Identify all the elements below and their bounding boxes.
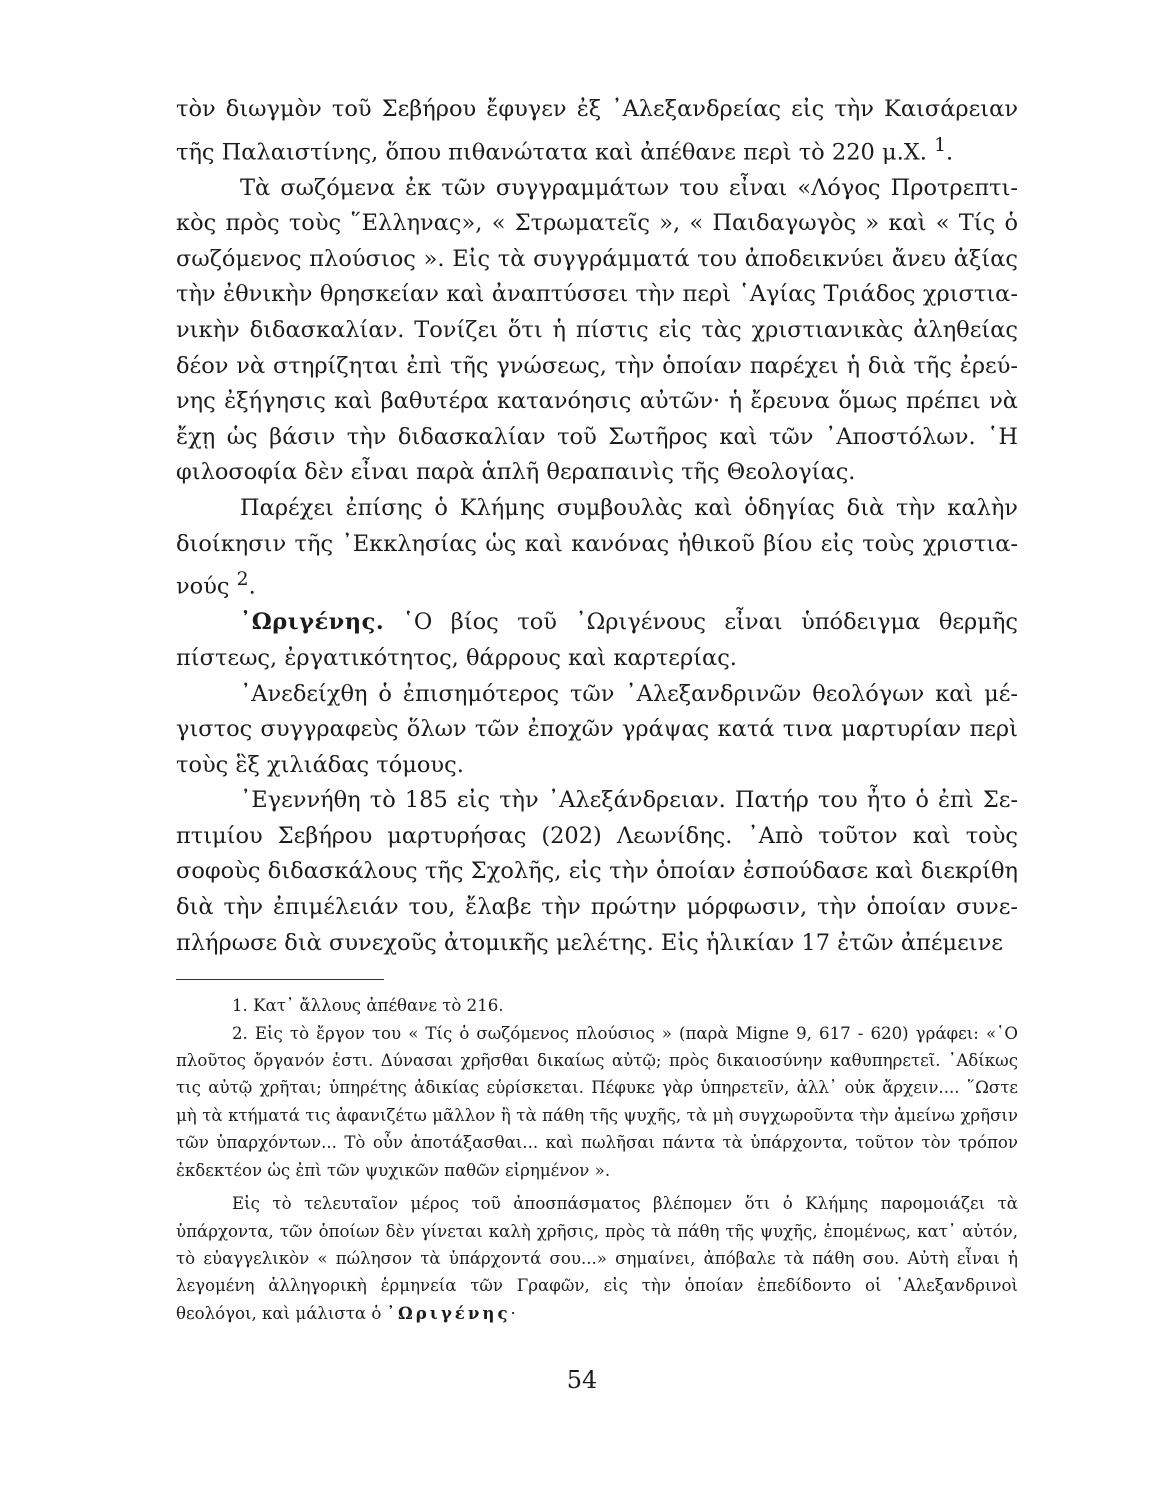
footnotes (176, 992, 1018, 1327)
paragraph-2: Τὰ σωζόμενα ἐκ τῶν συγγραμμάτων του εἶναι «Λόγος Προτρεπτικὸς πρὸς τοὺς ῞Ελληνας», « Στρωματεῖς », « Παιδαγωγὸς » καὶ « Τίς ὁ σωζόμενος πλούσιος ». Εἰς τὰ συγγράμματά του ἀποδεικνύει ἄνευ ἀξίας τὴν ἐθνικὴν θρησκείαν καὶ ἀναπτύσσει τὴν περὶ ῾Αγίας Τριάδος χριστιανικὴν διδασκαλίαν. Τονίζει ὅτι ἡ πίστις εἰς τὰς χριστιανικὰς ἀληθείας δέον νὰ στηρίζηται ἐπὶ τῆς γνώσεως, τὴν ὁποίαν παρέχει ἡ διὰ τῆς ἐρεύνης ἐξήγησις καὶ βαθυτέρα κατανόησις αὐτῶν· ἡ ἔρευνα ὅμως πρέπει νὰ ἔχῃ ὡς βάσιν τὴν διδασκαλίαν τοῦ Σωτῆρος καὶ τῶν ᾿Αποστόλων. ῾Η φιλοσοφία δὲν εἶναι παρὰ ἁπλῆ θεραπαινὶς τῆς Θεολογίας. (176, 174, 1018, 486)
paragraph-5: ᾿Ανεδείχθη ὁ ἐπισημότερος τῶν ᾿Αλεξανδρινῶν θεολόγων καὶ μέγιστος συγγραφεὺς ὅλων τῶν ἐποχῶν γράψας κατά τινα μαρτυρίαν περὶ τοὺς ἓξ χιλιάδας τόμους. (176, 680, 1018, 778)
page-content (176, 92, 1018, 1327)
paragraph-3-end: . (248, 573, 256, 600)
footnote-divider (176, 979, 384, 980)
paragraph-1-text: τὸν διωγμὸν τοῦ Σεβήρου ἔφυγεν ἐξ ᾿Αλεξανδρείας εἰς τὴν Καισάρειαν τῆς Παλαιστίνης, ὅπου πιθανώτατα καὶ ἀπέθανε περὶ τὸ 220 μ.Χ. (176, 96, 1018, 166)
paragraph-3 (176, 491, 1018, 605)
footnote-2: 2. Εἰς τὸ ἔργον του « Τίς ὁ σωζόμενος πλούσιος » (παρὰ Migne 9, 617 - 620) γράφει: «῾Ο πλοῦτος ὄργανόν ἐστι. Δύνασαι χρῆσθαι δικαίως αὐτῷ; πρὸς δικαιοσύνην καθυπηρετεῖ. ᾿Αδίκως τις αὐτῷ χρῆται; ὑπηρέτης ἀδικίας εὑρίσκεται. Πέφυκε γὰρ ὑπηρετεῖν, ἀλλ᾿ οὐκ ἄρχειν.... ῞Ωστε μὴ τὰ κτήματά τις ἀφανιζέτω μᾶλλον ἢ τὰ πάθη τῆς ψυχῆς, τὰ μὴ συγχωροῦντα τὴν ἀμείνω χρῆσιν τῶν ὑπαρχόντων... Τὸ οὖν ἀποτάξασθαι... καὶ πωλῆσαι πάντα τὰ ὑπάρχοντα, τοῦτον τὸν τρόπον ἐκδεκτέον ὡς ἐπὶ τῶν ψυχικῶν παθῶν εἰρημένον ». (176, 1023, 1018, 1180)
footnote-2-continuation-text: Εἰς τὸ τελευταῖον μέρος τοῦ ἀποσπάσματος βλέπομεν ὅτι ὁ Κλήμης παρομοιάζει τὰ ὑπάρχοντα, τῶν ὁποίων δὲν γίνεται καλὴ χρῆσις, πρὸς τὰ πάθη τῆς ψυχῆς, ἑπομένως, κατ᾿ αὐτόν, τὸ εὐαγγελικὸν « πώλησον τὰ ὑπάρχοντά σου...» σημαίνει, ἀπόβαλε τὰ πάθη σου. Αὐτὴ εἶναι ἡ λεγομένη ἀλληγορικὴ ἑρμηνεία τῶν Γραφῶν, εἰς τὴν ὁποίαν ἐπεδίδοντο οἱ ᾿Αλεξανδρινοὶ θεολόγοι, καὶ μάλιστα ὁ (176, 1194, 1018, 1323)
footnote-2-name: ᾿Ωριγένης (386, 1302, 511, 1323)
section-heading-origen: ᾿Ωριγένης. (240, 609, 385, 636)
paragraph-4 (176, 605, 1018, 676)
paragraph-1 (176, 92, 1018, 171)
paragraph-3-text: Παρέχει ἐπίσης ὁ Κλήμης συμβουλὰς καὶ ὁδηγίας διὰ τὴν καλὴν διοίκησιν τῆς ᾿Εκκλησίας ὡς καὶ κανόνας ἠθικοῦ βίου εἰς τοὺς χριστιανούς (176, 495, 1018, 600)
main-text (176, 92, 1018, 961)
page-number: 54 (566, 1366, 598, 1394)
paragraph-1-end: . (946, 139, 954, 166)
footnote-1: 1. Κατ᾿ ἄλλους ἀπέθανε τὸ 216. (232, 996, 504, 1016)
footnote-ref-2: 2 (236, 569, 249, 591)
footnote-ref-1: 1 (934, 134, 947, 156)
paragraph-6: ᾿Εγεννήθη τὸ 185 εἰς τὴν ᾿Αλεξάνδρειαν. Πατήρ του ἦτο ὁ ἐπὶ Σεπτιμίου Σεβήρου μαρτυρήσας (202) Λεωνίδης. ᾿Απὸ τοῦτον καὶ τοὺς σοφοὺς διδασκάλους τῆς Σχολῆς, εἰς τὴν ὁποίαν ἐσπούδασε καὶ διεκρίθη διὰ τὴν ἐπιμέλειάν του, ἔλαβε τὴν πρώτην μόρφωσιν, τὴν ὁποίαν συνεπλήρωσε διὰ συνεχοῦς ἀτομικῆς μελέτης. Εἰς ἡλικίαν 17 ἐτῶν ἀπέμεινε (176, 787, 1018, 956)
footnote-2-end: · (510, 1303, 516, 1323)
paragraph-4-text: ῾Ο βίος τοῦ ᾿Ωριγένους εἶναι ὑπόδειγμα θερμῆς πίστεως, ἐργατικότητος, θάρρους καὶ καρτερίας. (176, 609, 1018, 671)
footnote-2-continuation (176, 1190, 1018, 1327)
